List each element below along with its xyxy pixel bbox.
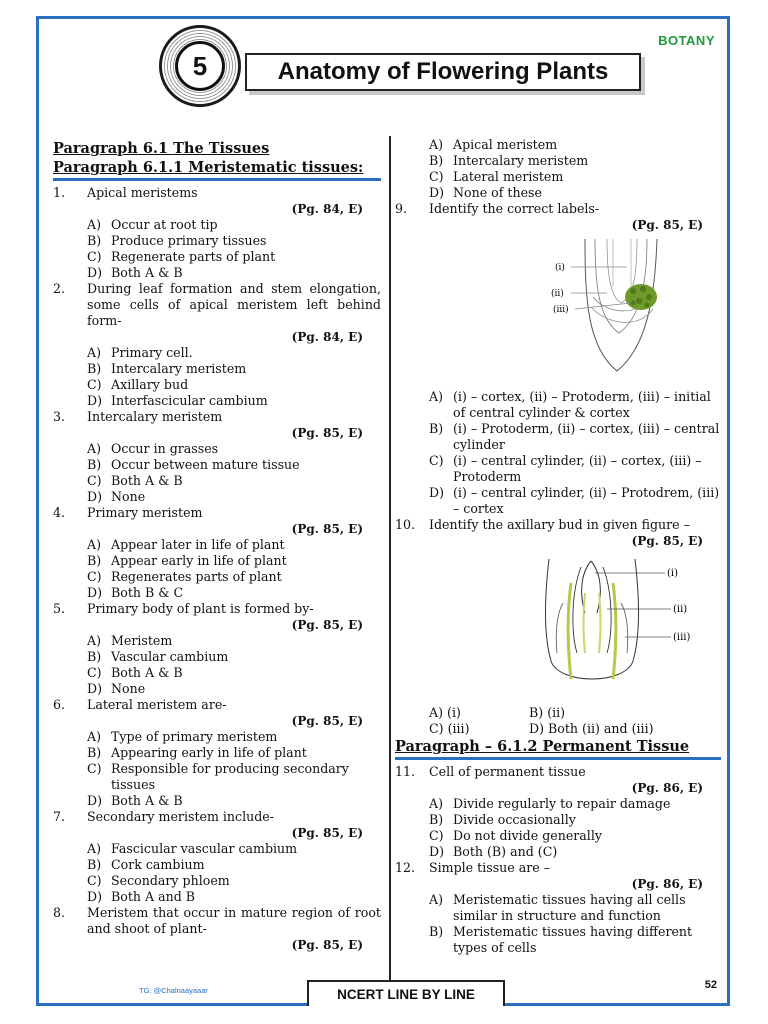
subject-label: BOTANY bbox=[658, 33, 715, 48]
question-number: 11. bbox=[395, 764, 416, 779]
option-letter: B) bbox=[87, 361, 102, 376]
option-text: Intercalary meristem bbox=[111, 361, 247, 376]
option-text: Regenerate parts of plant bbox=[111, 249, 276, 264]
option-letter: C) bbox=[429, 169, 444, 184]
question-number: 12. bbox=[395, 860, 416, 875]
option-text: Cork cambium bbox=[111, 857, 205, 872]
page-reference: (Pg. 86, E) bbox=[631, 781, 703, 795]
option-text: Both (B) and (C) bbox=[453, 844, 558, 859]
option-letter: A) bbox=[429, 705, 444, 720]
option-letter: B) bbox=[87, 649, 102, 664]
question-number: 2. bbox=[53, 281, 66, 296]
option-letter: C) bbox=[429, 453, 444, 468]
page-reference: (Pg. 85, E) bbox=[291, 714, 363, 728]
question-text: Primary body of plant is formed by- bbox=[87, 601, 314, 616]
option-letter: C) bbox=[87, 249, 102, 264]
option-text: Both A and B bbox=[111, 889, 196, 904]
question-text: Meristem that occur in mature region of root and shoot of plant- bbox=[87, 905, 381, 936]
question bbox=[395, 201, 721, 517]
page-reference: (Pg. 86, E) bbox=[631, 877, 703, 891]
question bbox=[53, 281, 381, 409]
option-text: Apical meristem bbox=[453, 137, 558, 152]
question-text: Lateral meristem are- bbox=[87, 697, 227, 712]
option-letter: D) bbox=[87, 489, 103, 504]
question-number: 10. bbox=[395, 517, 416, 532]
question-number: 7. bbox=[53, 809, 66, 824]
option-letter: A) bbox=[87, 537, 102, 552]
question bbox=[53, 505, 381, 601]
option-text: Appear later in life of plant bbox=[111, 537, 285, 552]
question-number: 8. bbox=[53, 905, 66, 920]
question-number: 5. bbox=[53, 601, 66, 616]
telegram-credit: TG: @Chalnaayaaar bbox=[139, 986, 208, 995]
option-text: Type of primary meristem bbox=[111, 729, 278, 744]
option-letter: B) bbox=[429, 153, 444, 168]
option-letter: A) bbox=[429, 796, 444, 811]
section-rule bbox=[395, 757, 721, 760]
option-letter: A) bbox=[87, 841, 102, 856]
option-letter: C) bbox=[429, 721, 444, 736]
chapter-title: Anatomy of Flowering Plants bbox=[245, 53, 641, 91]
page-number: 52 bbox=[704, 979, 717, 991]
option-letter: B) bbox=[87, 745, 102, 760]
column-divider bbox=[389, 136, 391, 998]
question bbox=[53, 697, 381, 809]
option-text: Lateral meristem bbox=[453, 169, 564, 184]
option-letter: D) bbox=[429, 485, 445, 500]
root-apex-figure bbox=[395, 237, 721, 381]
section-heading-6-1: Paragraph 6.1 The Tissues bbox=[53, 140, 270, 157]
option-text: Meristem bbox=[111, 633, 173, 648]
figure-label: (i) bbox=[667, 568, 679, 579]
figure-label: (ii) bbox=[551, 289, 564, 299]
option-text: Divide occasionally bbox=[453, 812, 576, 827]
question bbox=[53, 409, 381, 505]
option-text: (iii) bbox=[447, 721, 470, 736]
option-letter: C) bbox=[87, 473, 102, 488]
option-text: (i) – cortex, (ii) – Protoderm, (iii) – initial of central cylinder & cortex bbox=[453, 389, 711, 420]
option-text: Do not divide generally bbox=[453, 828, 602, 843]
figure-label: (iii) bbox=[673, 632, 691, 643]
shoot-apex-diagram bbox=[395, 553, 721, 693]
option-text: (i) – central cylinder, (ii) – cortex, (iii) – Protoderm bbox=[453, 453, 702, 484]
question-number: 6. bbox=[53, 697, 66, 712]
question-number: 3. bbox=[53, 409, 66, 424]
question bbox=[395, 860, 721, 956]
option-letter: B) bbox=[87, 857, 102, 872]
question-number: 1. bbox=[53, 185, 66, 200]
figure-label: (iii) bbox=[553, 305, 569, 315]
option-letter: A) bbox=[87, 441, 102, 456]
option-letter: D) bbox=[529, 721, 545, 736]
question-text: Intercalary meristem bbox=[87, 409, 223, 424]
option-letter: A) bbox=[429, 892, 444, 907]
page-reference: (Pg. 85, E) bbox=[291, 522, 363, 536]
page-reference: (Pg. 84, E) bbox=[291, 330, 363, 344]
option-letter: D) bbox=[87, 793, 103, 808]
page-frame bbox=[36, 16, 730, 1006]
option-text: (i) bbox=[447, 705, 461, 720]
option-text: Regenerates parts of plant bbox=[111, 569, 282, 584]
option-letter: A) bbox=[429, 137, 444, 152]
page-reference: (Pg. 85, E) bbox=[291, 426, 363, 440]
question-text: Simple tissue are – bbox=[429, 860, 551, 875]
option-letter: C) bbox=[87, 761, 102, 776]
section-heading-6-1-2: Paragraph – 6.1.2 Permanent Tissue bbox=[395, 738, 690, 755]
option-letter: B) bbox=[529, 705, 544, 720]
option-text: Responsible for producing secondary tissues bbox=[111, 761, 349, 792]
option-letter: D) bbox=[429, 844, 445, 859]
option-text: (i) – Protoderm, (ii) – cortex, (iii) – central cylinder bbox=[453, 421, 720, 452]
option-letter: A) bbox=[429, 389, 444, 404]
option-text: None of these bbox=[453, 185, 542, 200]
option-text: Appear early in life of plant bbox=[111, 553, 287, 568]
option-letter: C) bbox=[87, 665, 102, 680]
option-letter: B) bbox=[429, 421, 444, 436]
option-letter: B) bbox=[87, 457, 102, 472]
option-letter: D) bbox=[87, 393, 103, 408]
question bbox=[53, 809, 381, 905]
option-letter: A) bbox=[87, 345, 102, 360]
left-column bbox=[53, 139, 381, 953]
page-reference: (Pg. 85, E) bbox=[631, 218, 703, 232]
option-text: Intercalary meristem bbox=[453, 153, 589, 168]
question-number: 4. bbox=[53, 505, 66, 520]
question-text: During leaf formation and stem elongation, some cells of apical meristem left behind form- bbox=[87, 281, 381, 328]
option-text: Occur at root tip bbox=[111, 217, 218, 232]
option-letter: B) bbox=[429, 924, 444, 939]
option-letter: C) bbox=[87, 569, 102, 584]
series-title: NCERT LINE BY LINE bbox=[307, 980, 505, 1006]
option-letter: D) bbox=[429, 185, 445, 200]
option-text: Meristematic tissues having all cells similar in structure and function bbox=[453, 892, 686, 923]
chapter-badge bbox=[159, 25, 241, 107]
figure-label: (i) bbox=[555, 263, 565, 273]
option-letter: B) bbox=[87, 553, 102, 568]
option-text: Produce primary tissues bbox=[111, 233, 267, 248]
question-text: Primary meristem bbox=[87, 505, 203, 520]
question-text: Identify the correct labels- bbox=[429, 201, 600, 216]
option-text: Both A & B bbox=[111, 793, 183, 808]
question bbox=[53, 905, 381, 953]
option-text: Interfascicular cambium bbox=[111, 393, 268, 408]
option-text: Vascular cambium bbox=[111, 649, 229, 664]
option-text: Both A & B bbox=[111, 473, 183, 488]
option-text: Both B & C bbox=[111, 585, 184, 600]
option-letter: B) bbox=[87, 233, 102, 248]
chapter-number: 5 bbox=[175, 41, 225, 91]
option-text: Occur between mature tissue bbox=[111, 457, 300, 472]
figure-label: (ii) bbox=[673, 604, 688, 615]
page-reference: (Pg. 85, E) bbox=[631, 534, 703, 548]
page-reference: (Pg. 85, E) bbox=[291, 826, 363, 840]
question bbox=[395, 764, 721, 860]
option-letter: A) bbox=[87, 729, 102, 744]
question bbox=[53, 601, 381, 697]
option-text: Both A & B bbox=[111, 265, 183, 280]
option-letter: A) bbox=[87, 633, 102, 648]
root-apex-diagram bbox=[395, 237, 721, 377]
option-text: None bbox=[111, 489, 146, 504]
option-text: (i) – central cylinder, (ii) – Protodrem, (iii) – cortex bbox=[453, 485, 720, 516]
option-text: Divide regularly to repair damage bbox=[453, 796, 671, 811]
question-text: Apical meristems bbox=[87, 185, 198, 200]
page-reference: (Pg. 84, E) bbox=[291, 202, 363, 216]
option-letter: D) bbox=[87, 889, 103, 904]
option-letter: B) bbox=[429, 812, 444, 827]
option-text: Secondary phloem bbox=[111, 873, 230, 888]
option-text: Both A & B bbox=[111, 665, 183, 680]
question-text: Secondary meristem include- bbox=[87, 809, 274, 824]
section-rule bbox=[53, 178, 381, 181]
option-letter: D) bbox=[87, 585, 103, 600]
page-reference: (Pg. 85, E) bbox=[291, 938, 363, 952]
question bbox=[53, 185, 381, 281]
option-letter: D) bbox=[87, 681, 103, 696]
shoot-apex-figure bbox=[395, 553, 721, 697]
option-letter: C) bbox=[87, 377, 102, 392]
option-text: Fascicular vascular cambium bbox=[111, 841, 298, 856]
page-reference: (Pg. 85, E) bbox=[291, 618, 363, 632]
question-number: 9. bbox=[395, 201, 408, 216]
right-column bbox=[395, 137, 721, 956]
option-text: Axillary bud bbox=[111, 377, 189, 392]
option-text: Meristematic tissues having different types of cells bbox=[453, 924, 693, 955]
option-text: Both (ii) and (iii) bbox=[548, 721, 654, 736]
option-letter: A) bbox=[87, 217, 102, 232]
option-letter: C) bbox=[429, 828, 444, 843]
question-text: Cell of permanent tissue bbox=[429, 764, 586, 779]
question-text: Identify the axillary bud in given figure – bbox=[429, 517, 690, 532]
question bbox=[395, 517, 721, 737]
option-text: None bbox=[111, 681, 146, 696]
option-text: Primary cell. bbox=[111, 345, 193, 360]
option-text: (ii) bbox=[547, 705, 566, 720]
option-letter: D) bbox=[87, 265, 103, 280]
section-heading-6-1-1: Paragraph 6.1.1 Meristematic tissues: bbox=[53, 159, 364, 176]
option-letter: C) bbox=[87, 873, 102, 888]
option-text: Occur in grasses bbox=[111, 441, 219, 456]
option-text: Appearing early in life of plant bbox=[111, 745, 307, 760]
